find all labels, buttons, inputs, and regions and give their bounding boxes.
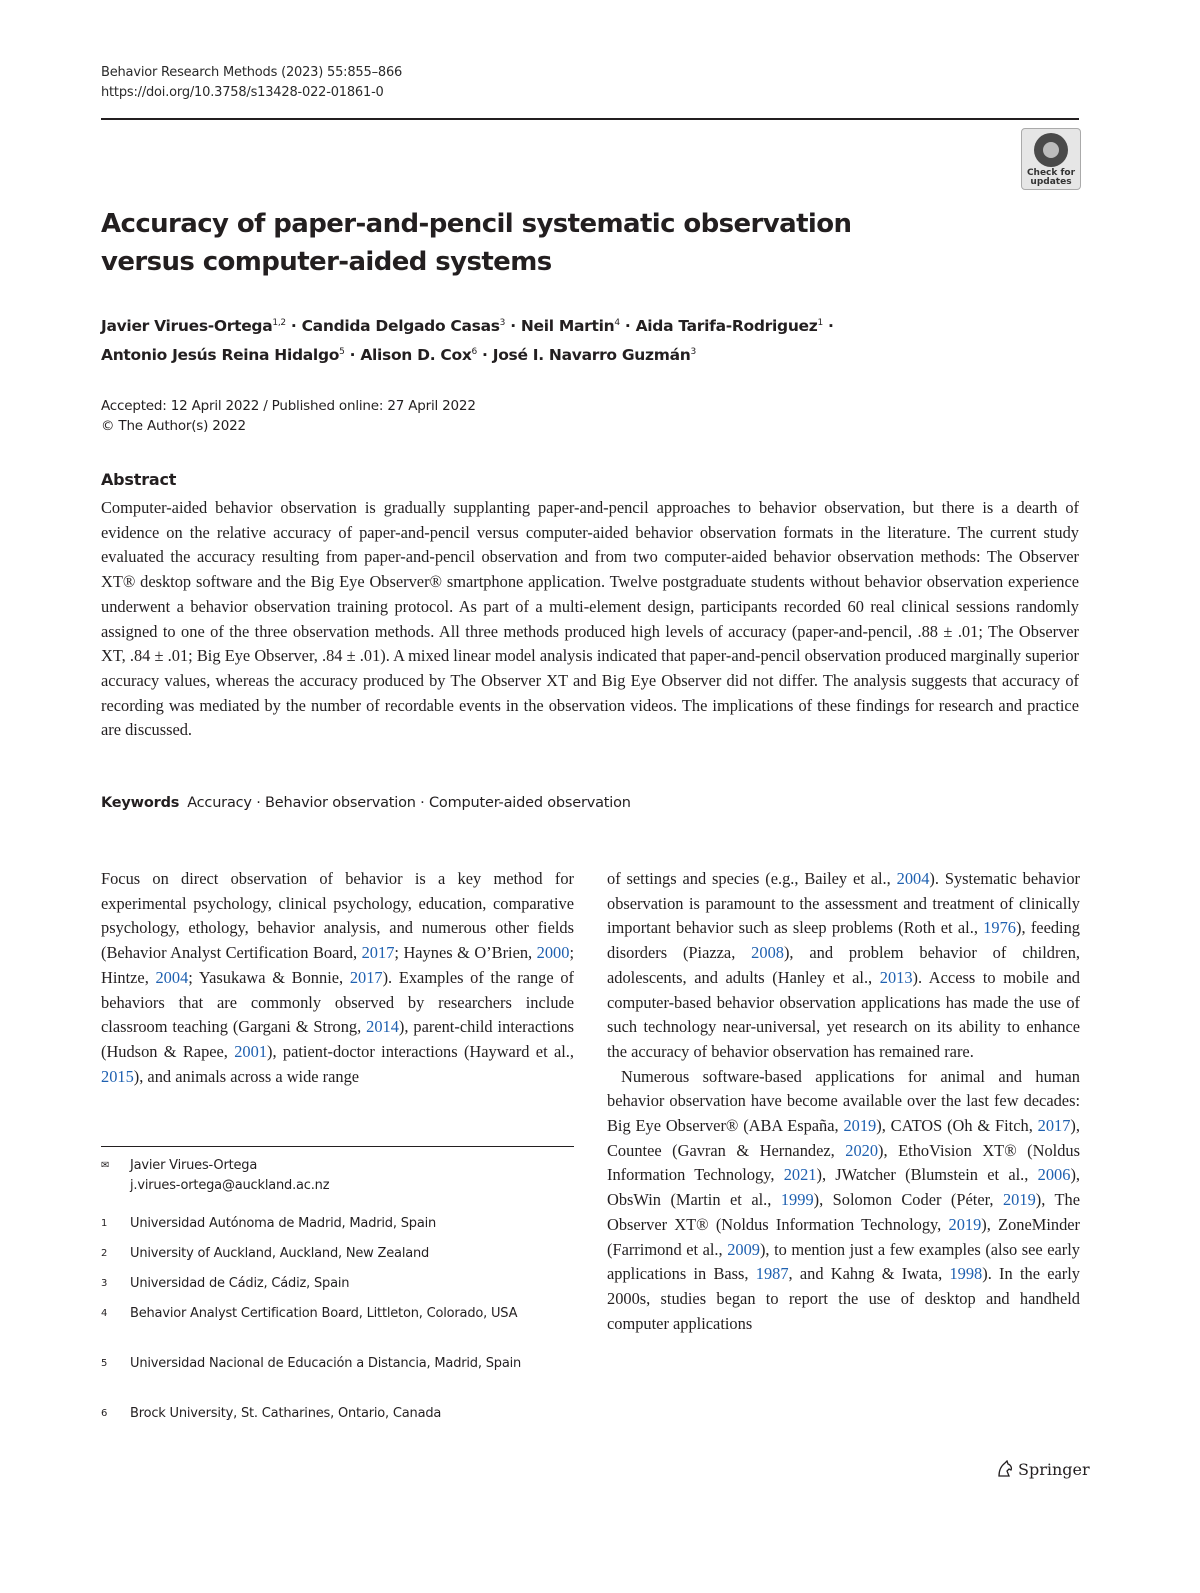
abstract-heading: Abstract <box>101 470 177 489</box>
journal-header <box>101 63 402 103</box>
affiliation-number: 4 <box>101 1308 108 1319</box>
paragraph: Focus on direct observation of behavior is a key method for experimental psychology, clinical psychology, education, comparative psychology, ethology, behavior analysis, and numerous other fields (Behavior Analyst Certification Board, 2017; Haynes & O’Brien, 2000; Hintze, 2004; Yasukawa & Bonnie, 2017). Examples of the range of behaviors that are commonly observed by researchers include classroom teaching (Gargani & Strong, 2014), parent-child interactions (Hudson & Rapee, 2001), patient-doctor interactions (Hayward et al., 2015), and animals across a wide range <box>101 869 574 1086</box>
publisher-logo <box>996 1459 1090 1481</box>
author-line-2: Antonio Jesús Reina Hidalgo$^5$ · Alison D. Cox$^6$ · José I. Navarro Guzmán$^3$ <box>101 346 696 365</box>
author[interactable]: Candida Delgado Casas <box>301 317 500 336</box>
citation-link[interactable]: 2020 <box>845 1140 879 1160</box>
citation-link[interactable]: 2017 <box>349 967 383 987</box>
affiliation-text: Brock University, St. Catharines, Ontario, Canada <box>130 1406 442 1421</box>
badge-label-1: Check for <box>1026 168 1076 178</box>
keywords-list: Accuracy · Behavior observation · Computer-aided observation <box>187 795 631 811</box>
corresponding-author <box>101 1156 574 1198</box>
affiliation-number: 5 <box>101 1358 108 1369</box>
journal-citation: Behavior Research Methods (2023) 55:855–866 <box>101 65 403 80</box>
affiliation-number: 1 <box>101 1218 108 1229</box>
affiliation-number: 6 <box>101 1408 108 1419</box>
affiliation-text: Universidad Nacional de Educación a Distancia, Madrid, Spain <box>130 1356 522 1371</box>
citation-link[interactable]: 2019 <box>1002 1190 1036 1210</box>
affiliation-number: 2 <box>101 1248 108 1259</box>
keywords-label: Keywords <box>101 795 180 811</box>
publication-dates <box>101 396 476 436</box>
title-line-1: Accuracy of paper-and-pencil systematic observation <box>101 209 852 239</box>
corresponding-email[interactable]: j.virues-ortega@auckland.ac.nz <box>130 1178 330 1193</box>
body-column-1 <box>101 867 574 1089</box>
springer-horse-icon <box>996 1460 1014 1478</box>
citation-link[interactable]: 1998 <box>949 1264 983 1284</box>
citation-link[interactable]: 2009 <box>727 1239 760 1259</box>
affiliation-marker: 4 <box>614 318 620 328</box>
paragraph: of settings and species (e.g., Bailey et al., 2004). Systematic behavior observation is paramount to the assessment and treatment of clinically important behavior such as sleep problems (Roth et al., 1976), feeding disorders (Piazza, 2008), and problem behavior of children, adolescents, and adults (Hanley et al., 2013). Access to mobile and computer-based behavior observation applications has made the use of such technology near-universal, yet research on its ability to enhance the accuracy of behavior observation has remained rare. <box>607 869 1080 1061</box>
citation-link[interactable]: 2019 <box>843 1116 877 1136</box>
citation-link[interactable]: 2004 <box>155 967 189 987</box>
citation-link[interactable]: 1999 <box>780 1190 814 1210</box>
publisher-name: Springer <box>1018 1460 1090 1479</box>
citation-link[interactable]: 2008 <box>751 943 784 963</box>
author[interactable]: Aida Tarifa-Rodriguez <box>635 317 818 336</box>
affiliation-text: Universidad Autónoma de Madrid, Madrid, Spain <box>130 1216 437 1231</box>
citation-link[interactable]: 2001 <box>234 1041 268 1061</box>
affiliation-marker: 3 <box>690 347 696 358</box>
affiliation-marker: 1 <box>817 318 823 328</box>
header-rule <box>101 118 1079 120</box>
footnote-rule <box>101 1146 574 1147</box>
title-line-2: versus computer-aided systems <box>101 247 552 277</box>
author[interactable]: José I. Navarro Guzmán <box>492 346 691 365</box>
check-for-updates-badge[interactable] <box>1021 128 1081 190</box>
citation-link[interactable]: 2017 <box>361 943 395 963</box>
affiliation-text: Universidad de Cádiz, Cádiz, Spain <box>130 1276 350 1291</box>
author[interactable]: Alison D. Cox <box>360 346 472 365</box>
body-column-2 <box>607 867 1080 1336</box>
affiliation-marker: 6 <box>471 347 477 358</box>
citation-link[interactable]: 1976 <box>983 918 1016 938</box>
affiliation-text: University of Auckland, Auckland, New Zealand <box>130 1246 430 1261</box>
author-line-1: Javier Virues-Ortega$^{1,2}$ · Candida Delgado Casas$^3$ · Neil Martin$^4$ · Aida Tarifa-Rodriguez$^1$ · <box>101 317 834 336</box>
affiliation-marker: 5 <box>339 347 345 358</box>
copyright: © The Author(s) 2022 <box>101 418 246 434</box>
article-title <box>101 205 901 281</box>
paragraph: Numerous software-based applications for animal and human behavior observation have become available over the last few decades: Big Eye Observer® (ABA España, 2019), CATOS (Oh & Fitch, 2017), Countee (Gavran & Hernandez, 2020), EthoVision XT® (Noldus Information Technology, 2021), JWatcher (Blumstein et al., 2006), ObsWin (Martin et al., 1999), Solomon Coder (Péter, 2019), The Observer XT® (Noldus Information Technology, 2019), ZoneMinder (Farrimond et al., 2009), to mention just a few examples (also see early applications in Bass, 1987, and Kahng & Iwata, 1998). In the early 2000s, studies began to report the use of desktop and handheld computer applications <box>607 1066 1080 1333</box>
author[interactable]: Javier Virues-Ortega <box>101 317 273 336</box>
doi-link[interactable]: https://doi.org/10.3758/s13428-022-01861-0 <box>101 85 384 100</box>
affiliation-marker: 3 <box>499 318 506 328</box>
citation-link[interactable]: 2015 <box>101 1066 134 1086</box>
affiliation-text: Behavior Analyst Certification Board, Littleton, Colorado, USA <box>130 1306 518 1321</box>
citation-link[interactable]: 2013 <box>879 967 913 987</box>
crossmark-icon <box>1034 133 1068 167</box>
keywords <box>101 792 631 814</box>
author-list <box>101 310 1001 368</box>
affiliation-marker: 1,2 <box>272 318 286 328</box>
citation-link[interactable]: 2017 <box>1037 1116 1071 1136</box>
corresponding-name: Javier Virues-Ortega <box>130 1158 258 1173</box>
citation-link[interactable]: 2021 <box>783 1165 817 1185</box>
citation-link[interactable]: 2014 <box>366 1017 399 1037</box>
citation-link[interactable]: 2006 <box>1037 1165 1071 1185</box>
citation-link[interactable]: 2019 <box>948 1214 982 1234</box>
citation-link[interactable]: 2000 <box>536 943 570 963</box>
author[interactable]: Antonio Jesús Reina Hidalgo <box>101 346 340 365</box>
citation-link[interactable]: 1987 <box>755 1264 789 1284</box>
citation-link[interactable]: 2004 <box>896 869 930 888</box>
badge-label-2: updates <box>1030 177 1072 187</box>
accepted-date: Accepted: 12 April 2022 / Published online: 27 April 2022 <box>101 398 476 414</box>
author[interactable]: Neil Martin <box>520 317 615 336</box>
abstract-text: Computer-aided behavior observation is gradually supplanting paper-and-pencil approaches to behavior observation, but there is a dearth of evidence on the relative accuracy of paper-and-pencil versus computer-aided behavior observation formats in the literature. The current study evaluated the accuracy resulting from paper-and-pencil observation and from two computer-aided behavior observation methods: The Observer XT® desktop software and the Big Eye Observer® smartphone application. Twelve postgraduate students without behavior observation experience underwent a behavior observation training protocol. As part of a multi-element design, participants recorded 60 real clinical sessions randomly assigned to one of the three observation methods. All three methods produced high levels of accuracy (paper-and-pencil, .88 ± .01; The Observer XT, .84 ± .01; Big Eye Observer, .84 ± .01). A mixed linear model analysis indicated that paper-and-pencil observation produced marginally superior accuracy values, whereas the accuracy produced by The Observer XT and Big Eye Observer did not differ. The analysis suggests that accuracy of recording was mediated by the number of recordable events in the observation videos. The implications of these findings for research and practice are discussed. <box>101 498 1079 740</box>
affiliation-number: 3 <box>101 1278 108 1289</box>
envelope-icon: ✉ <box>101 1160 110 1171</box>
